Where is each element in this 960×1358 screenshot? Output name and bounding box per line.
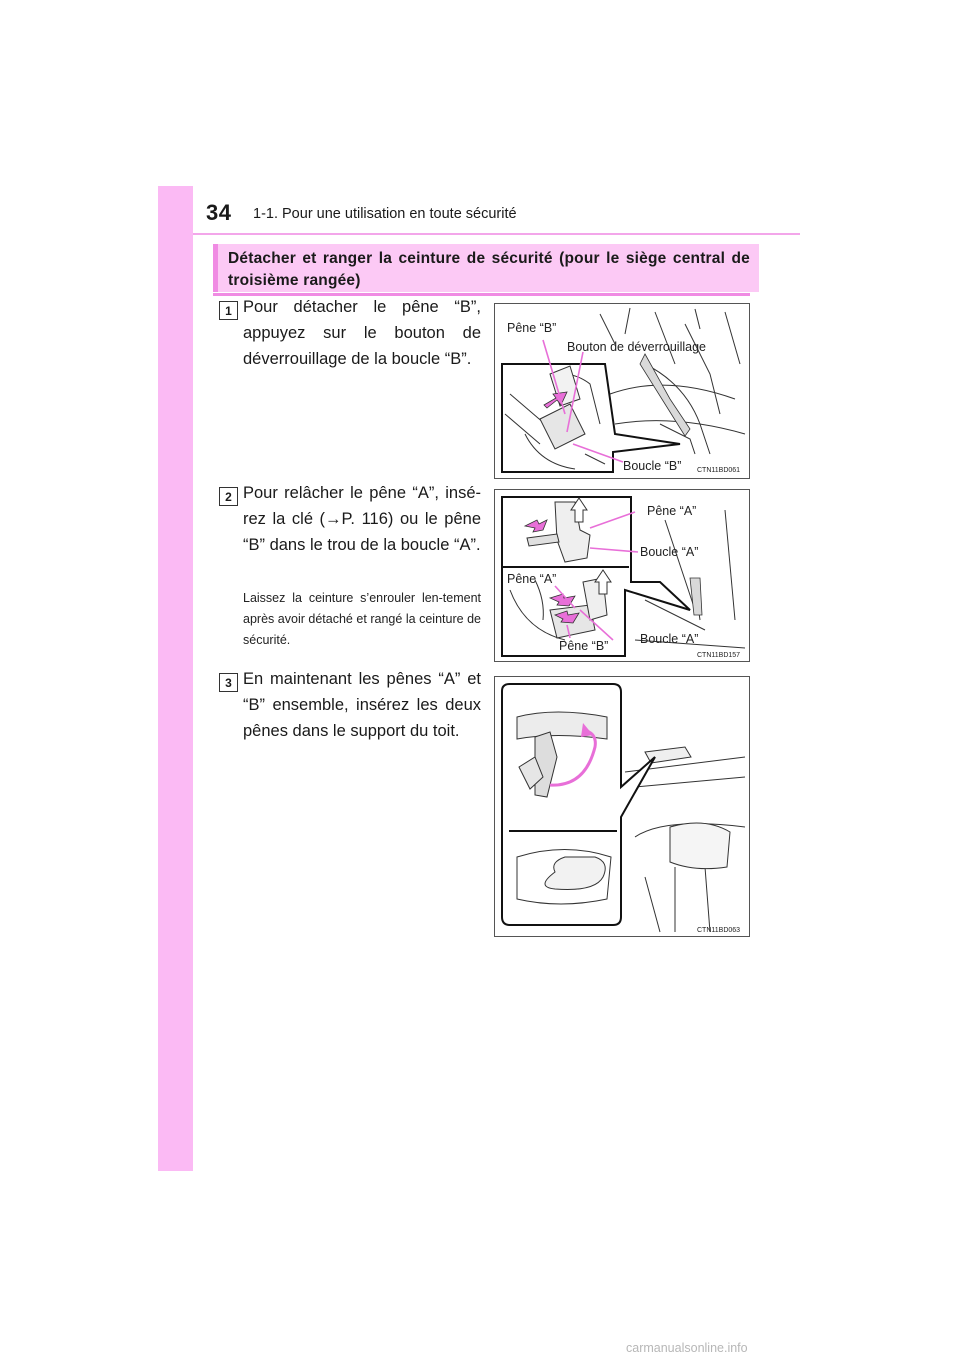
label-tongue-a-top: Pêne “A” [647,504,697,518]
step-number-1: 1 [219,301,238,320]
step-number-2: 2 [219,487,238,506]
figure-code-1: CTN11BD061 [697,467,741,474]
figure-code-2: CTN11BD157 [697,652,741,659]
figure-1-illustration [495,304,749,478]
chapter-title: 1-1. Pour une utilisation en toute sécurité [253,206,517,222]
header-rule [193,233,800,235]
figure-code-3: CTN11BD063 [697,927,741,934]
label-buckle-a-top: Boucle “A” [640,545,699,559]
figure-2-illustration [495,490,749,661]
figure-stow-tongues-roof [494,676,750,937]
label-tongue-b: Pêne “B” [507,321,557,335]
label-tongue-b: Pêne “B” [559,639,609,653]
chapter-sidebar-tab [158,186,193,1171]
page-number: 34 [206,200,232,225]
watermark: carmanualsonline.info [626,1341,748,1355]
step-text-2: Pour relâcher le pêne “A”, insé-rez la clé (→P. 116) ou le pêne “B” dans le trou de la boucle “A”. [243,484,481,554]
section-heading: Détacher et ranger la ceinture de sécurité (pour le siège central de troisième rangée) [213,244,759,292]
label-tongue-a-left: Pêne “A” [507,572,557,586]
step-text-3: En maintenant les pênes “A” et “B” ensemble, insérez les deux pênes dans le support du toit. [243,670,481,740]
figure-release-buckle-b [494,303,750,479]
figure-3-illustration [495,677,749,936]
figure-release-tongue-a [494,489,750,662]
step-text-1: Pour détacher le pêne “B”, appuyez sur le bouton de déverrouillage de la boucle “B”. [243,298,481,368]
step-note-2: Laissez la ceinture s’enrouler len-tement après avoir détaché et rangé la ceinture de sécurité. [243,591,481,647]
step-number-3: 3 [219,673,238,692]
label-release-button: Bouton de déverrouillage [567,340,706,354]
label-buckle-b: Boucle “B” [623,459,682,473]
label-buckle-a-bottom: Boucle “A” [640,632,699,646]
